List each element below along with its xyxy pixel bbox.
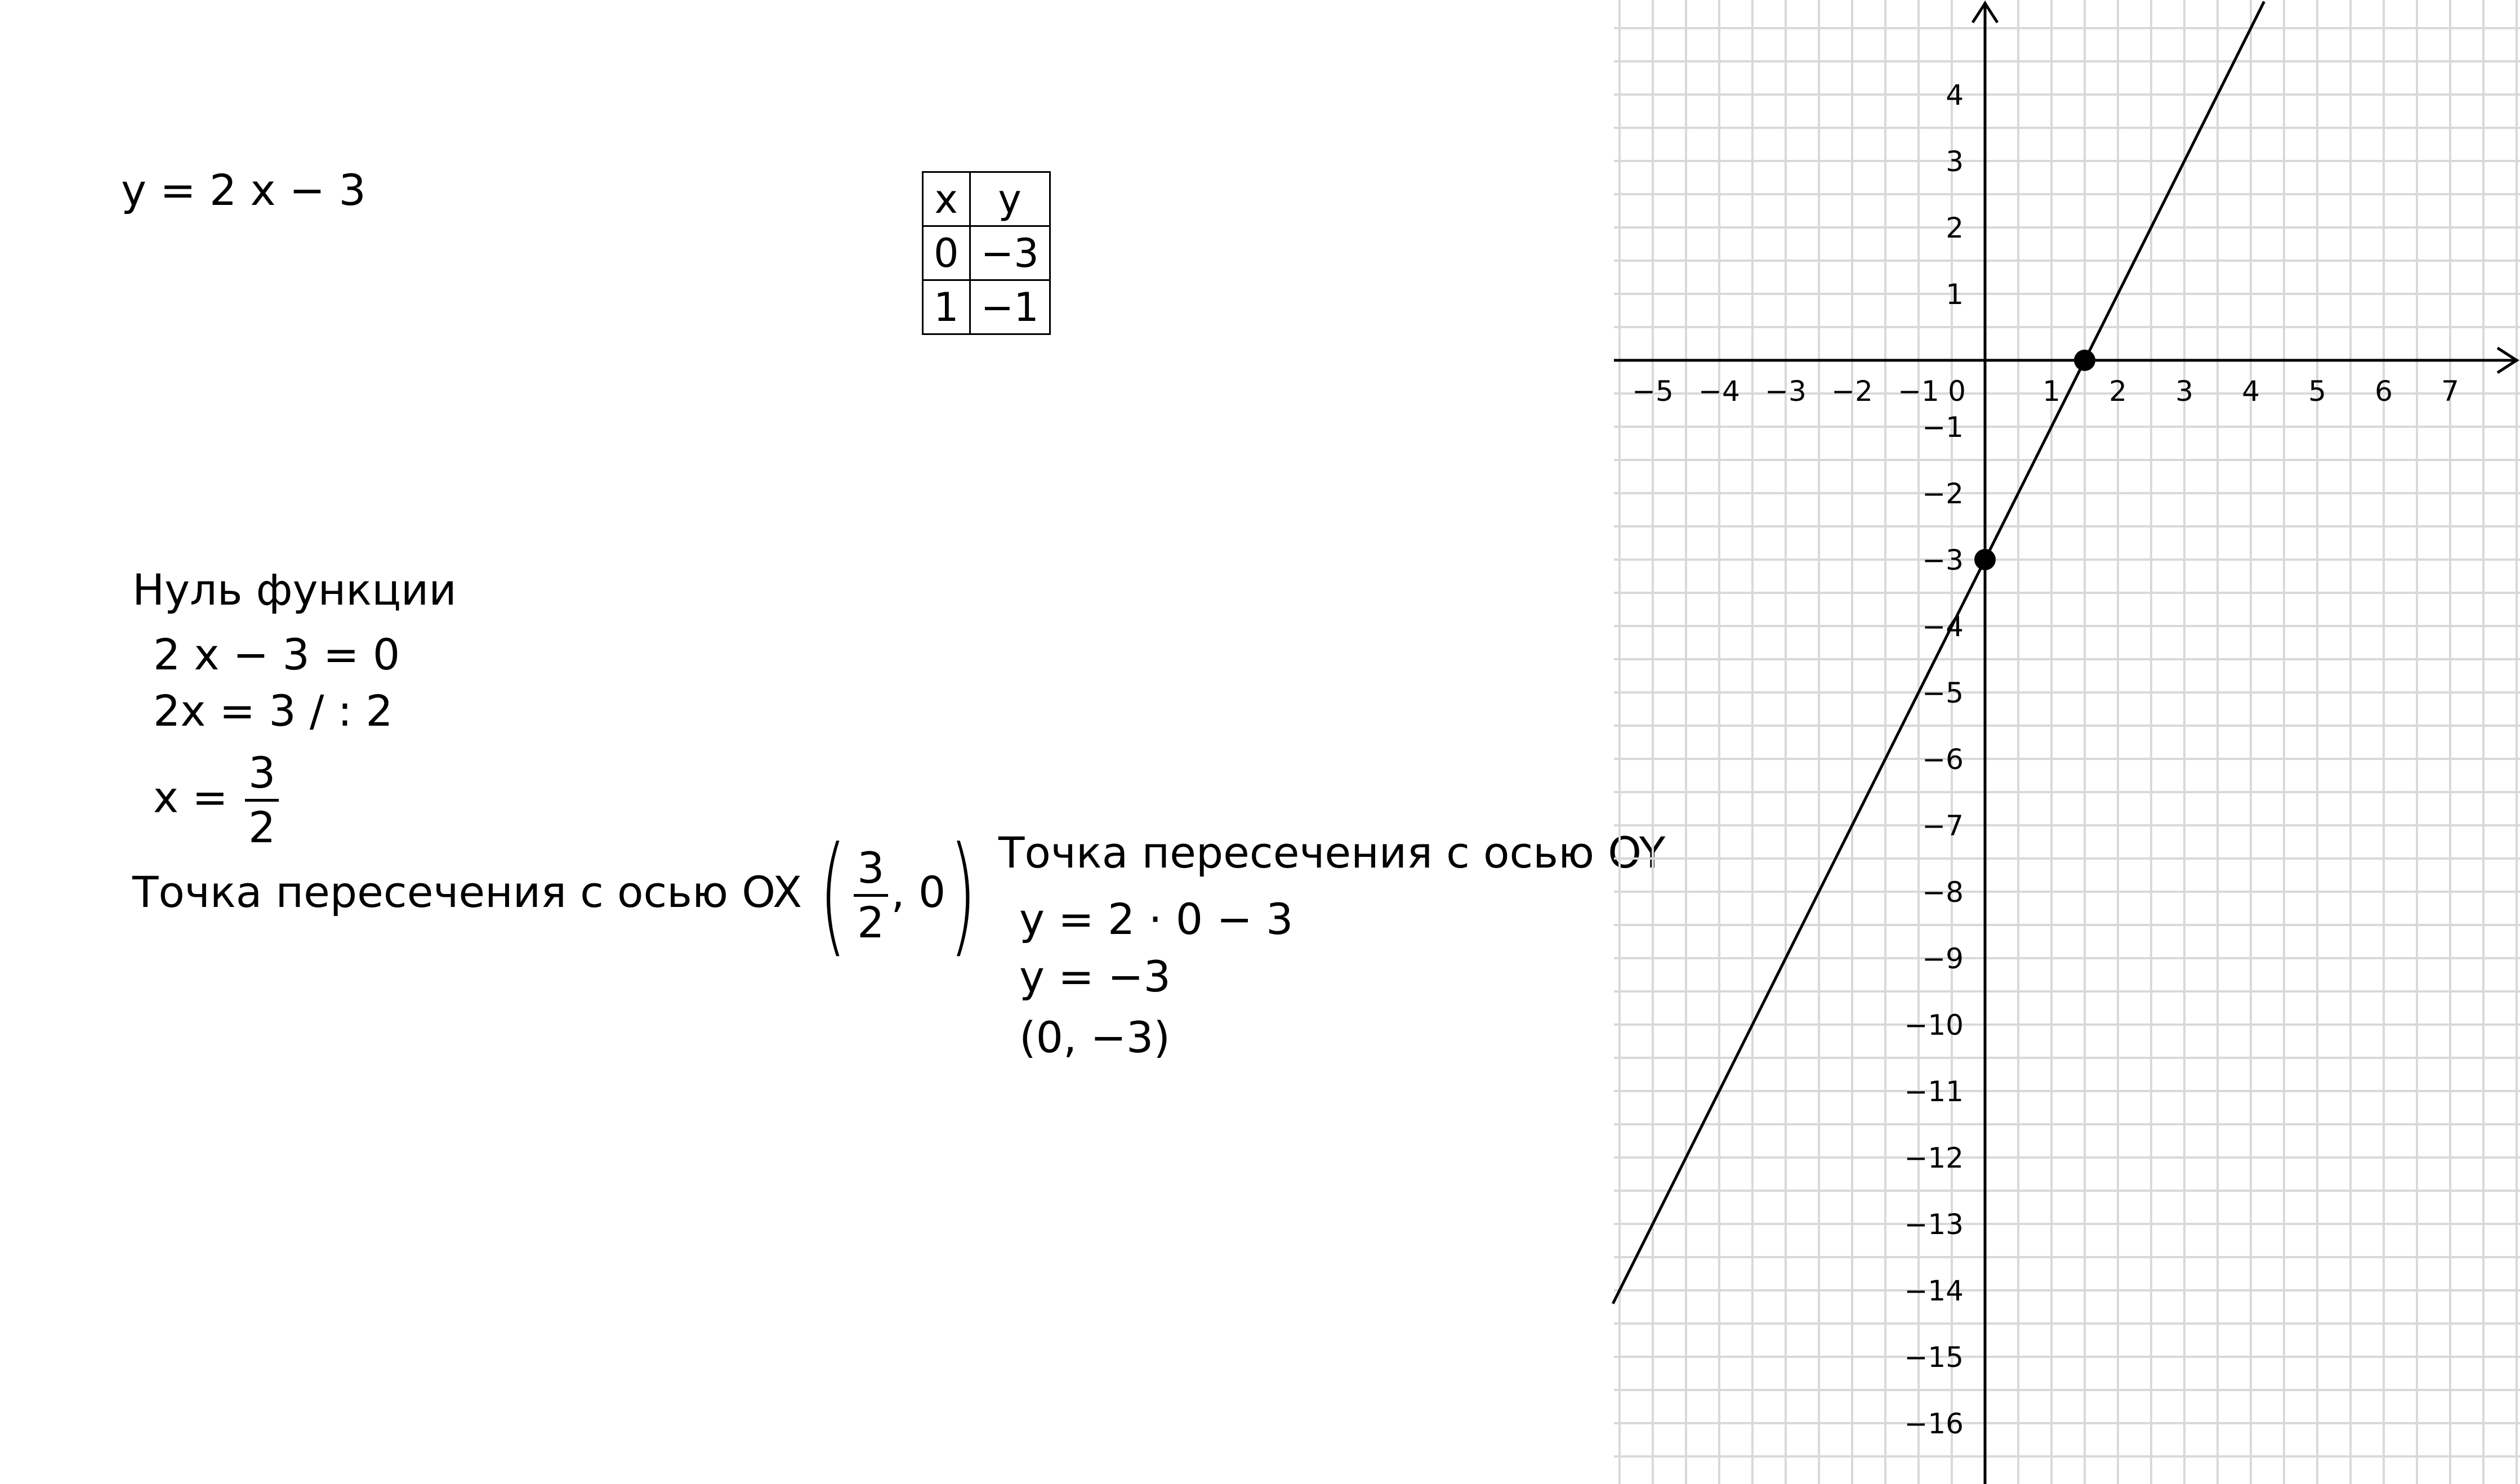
zero-title: Нуль функции — [132, 565, 457, 615]
y-tick-label: −3 — [1922, 544, 1964, 576]
zero-line-1: 2 x − 3 = 0 — [153, 629, 400, 680]
y-tick-label: −13 — [1904, 1208, 1964, 1241]
y-tick-label: 2 — [1946, 212, 1964, 244]
table-header-y: y — [970, 172, 1050, 226]
x-tick-label: −1 — [1898, 375, 1939, 408]
x-tick-label: 2 — [2109, 375, 2127, 408]
x-tick-label: −5 — [1632, 375, 1674, 408]
y-tick-label: −7 — [1922, 810, 1964, 842]
x-tick-label: −3 — [1765, 375, 1807, 408]
x-tick-label: −2 — [1831, 375, 1873, 408]
oy-title: Точка пересечения с осью OY — [998, 828, 1666, 878]
y-tick-label: −1 — [1922, 411, 1964, 444]
y-tick-label: −12 — [1904, 1142, 1964, 1174]
oy-line-2: y = −3 — [1019, 951, 1171, 1002]
table-cell: −1 — [970, 280, 1050, 334]
x-tick-label: 7 — [2441, 375, 2459, 408]
zero-line-3-lhs: x = — [153, 772, 228, 823]
table-cell: 0 — [923, 226, 970, 280]
fraction-numerator: 3 — [245, 752, 279, 802]
x-tick-label: 0 — [1948, 375, 1966, 408]
fraction-denominator: 2 — [248, 802, 276, 852]
right-paren: ) — [949, 820, 977, 970]
table-cell: −3 — [970, 226, 1050, 280]
ox-y-value: 0 — [918, 867, 946, 917]
equation-label: y = 2 x − 3 — [121, 165, 366, 215]
x-tick-label: −4 — [1698, 375, 1740, 408]
y-tick-label: −2 — [1922, 477, 1964, 510]
y-tick-label: −8 — [1922, 876, 1964, 909]
table-header-x: x — [923, 172, 970, 226]
y-tick-label: −14 — [1904, 1275, 1964, 1307]
y-tick-label: −6 — [1922, 743, 1964, 776]
oy-line-3: (0, −3) — [1019, 1012, 1171, 1062]
zero-line-2: 2x = 3 / : 2 — [153, 686, 393, 736]
y-tick-label: −15 — [1904, 1341, 1964, 1374]
y-tick-label: −10 — [1904, 1009, 1964, 1042]
x-tick-label: 6 — [2375, 375, 2393, 408]
left-paren: ( — [819, 820, 847, 970]
intersection-point — [1974, 549, 1996, 570]
axes — [1614, 2, 2518, 1484]
grid — [1614, 0, 2520, 1484]
intersection-point — [2074, 350, 2095, 371]
oy-line-1: y = 2 · 0 − 3 — [1019, 894, 1294, 944]
fraction-numerator: 3 — [854, 847, 887, 897]
y-tick-label: 1 — [1946, 278, 1964, 311]
table-cell: 1 — [923, 280, 970, 334]
y-tick-label: −5 — [1922, 677, 1964, 709]
function-line — [1613, 2, 2264, 1304]
ox-separator: , — [891, 867, 905, 917]
series — [1613, 2, 2264, 1304]
y-tick-label: −11 — [1904, 1075, 1964, 1108]
y-tick-label: −4 — [1922, 610, 1964, 643]
ox-label: Точка пересечения с осью OX — [132, 867, 802, 917]
y-tick-label: −9 — [1922, 942, 1964, 975]
x-tick-label: 3 — [2175, 375, 2193, 408]
fraction-denominator: 2 — [857, 897, 885, 947]
y-tick-label: 4 — [1946, 79, 1964, 111]
x-tick-label: 1 — [2042, 375, 2060, 408]
x-tick-label: 5 — [2308, 375, 2326, 408]
y-tick-label: 3 — [1946, 145, 1964, 178]
y-tick-label: −16 — [1904, 1407, 1964, 1440]
x-tick-label: 4 — [2242, 375, 2260, 408]
